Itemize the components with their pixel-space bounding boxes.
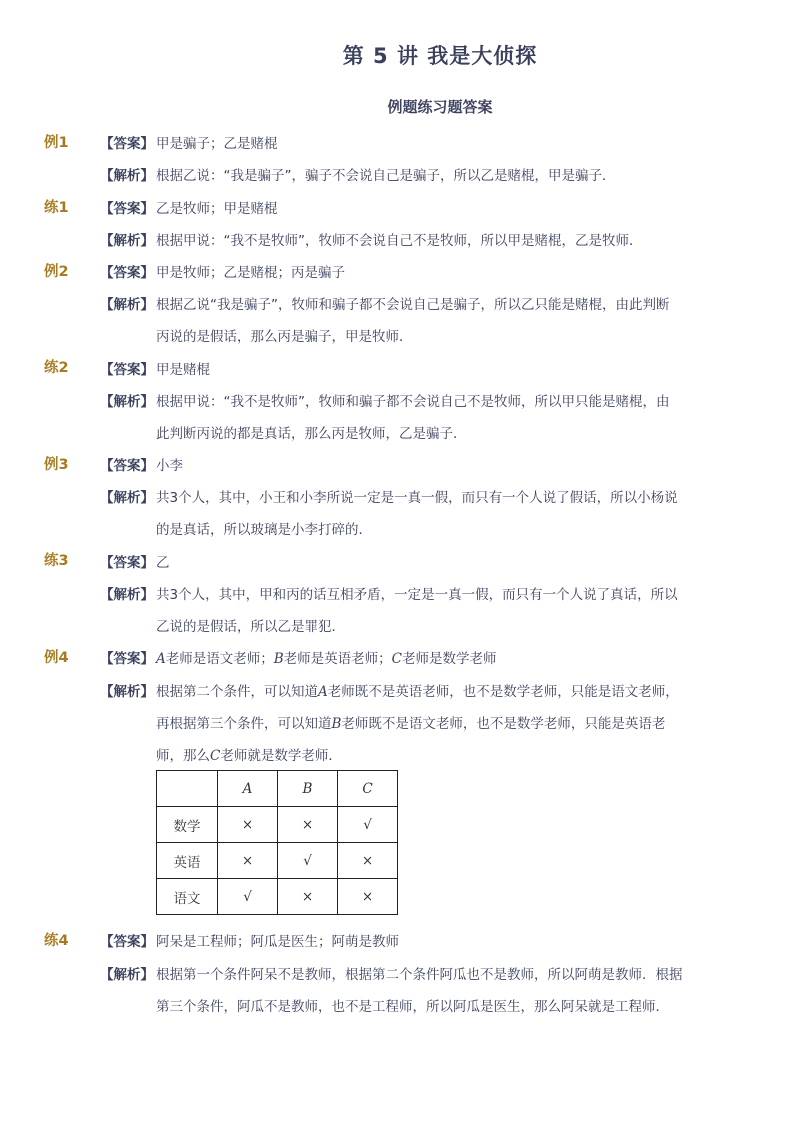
answer-text: 乙是牧师；甲是赌棍 xyxy=(156,201,278,217)
table-row xyxy=(157,879,398,915)
analysis-fragment: 老师就是数学老师． xyxy=(220,748,342,764)
analysis-label: 【解析】 xyxy=(100,684,154,700)
analysis-fragment: 老师既不是英语老师，也不是数学老师，只能是语文老师， xyxy=(327,684,679,700)
analysis-label: 【解析】 xyxy=(100,587,154,603)
table-cell: × xyxy=(338,843,398,879)
item-tag: 练3 xyxy=(44,553,69,569)
table-header-row xyxy=(157,771,398,807)
table-cell: × xyxy=(218,807,278,843)
analysis-text: 共3个人，其中，甲和丙的话互相矛盾，一定是一真一假，而只有一个人说了真话，所以 xyxy=(156,587,678,603)
analysis-label: 【解析】 xyxy=(100,168,154,184)
teacher-letter: C xyxy=(391,651,403,667)
teacher-letter: A xyxy=(318,684,328,700)
analysis-fragment: 再根据第三个条件，可以知道 xyxy=(156,716,332,732)
table-cell: × xyxy=(278,807,338,843)
answer-text: 甲是牧师；乙是赌棍；丙是骗子 xyxy=(156,265,345,281)
table-cell: √ xyxy=(278,843,338,879)
analysis-fragment: 老师既不是语文老师，也不是数学老师，只能是英语老 xyxy=(341,716,666,732)
page-title: 第 5 讲 我是大侦探 xyxy=(342,44,538,68)
item-tag: 例3 xyxy=(44,457,69,473)
analysis-label: 【解析】 xyxy=(100,967,154,983)
analysis-text xyxy=(156,744,342,764)
analysis-text: 根据甲说：“我不是牧师”，牧师不会说自己不是牧师，所以甲是赌棍，乙是牧师． xyxy=(156,233,643,249)
answer-text: 甲是赌棍 xyxy=(156,362,210,378)
item-tag: 练4 xyxy=(44,933,69,949)
table-cell: √ xyxy=(218,879,278,915)
analysis-text xyxy=(156,680,679,700)
item-tag: 例4 xyxy=(44,650,69,666)
answer-label: 【答案】 xyxy=(100,362,154,378)
analysis-label: 【解析】 xyxy=(100,490,154,506)
answer-text xyxy=(156,647,497,667)
analysis-text xyxy=(156,712,665,732)
analysis-label: 【解析】 xyxy=(100,297,154,313)
answer-label: 【答案】 xyxy=(100,458,154,474)
analysis-text: 第三个条件，阿瓜不是教师，也不是工程师，所以阿瓜是医生，那么阿呆就是工程师． xyxy=(156,999,669,1015)
answer-label: 【答案】 xyxy=(100,265,154,281)
teacher-letter: A xyxy=(156,651,166,667)
answer-label: 【答案】 xyxy=(100,136,154,152)
answer-label: 【答案】 xyxy=(100,651,154,667)
analysis-fragment: 师，那么 xyxy=(156,748,210,764)
table-row-header: 英语 xyxy=(157,843,218,879)
analysis-text: 乙说的是假话，所以乙是罪犯． xyxy=(156,619,345,635)
analysis-fragment: 根据第二个条件，可以知道 xyxy=(156,684,318,700)
answer-label: 【答案】 xyxy=(100,555,154,571)
analysis-text: 根据第一个条件阿呆不是教师，根据第二个条件阿瓜也不是教师，所以阿萌是教师．根据 xyxy=(156,967,683,983)
teacher-subject-table xyxy=(156,770,398,915)
analysis-label: 【解析】 xyxy=(100,394,154,410)
analysis-text: 共3个人，其中，小王和小李所说一定是一真一假，而只有一个人说了假话，所以小杨说 xyxy=(156,490,678,506)
item-tag: 练2 xyxy=(44,360,69,376)
analysis-text: 根据乙说“我是骗子”，牧师和骗子都不会说自己是骗子，所以乙只能是赌棍，由此判断 xyxy=(156,297,670,313)
analysis-text: 的是真话，所以玻璃是小李打碎的． xyxy=(156,522,372,538)
table-row-header: 数学 xyxy=(157,807,218,843)
analysis-text: 此判断丙说的都是真话，那么丙是牧师，乙是骗子． xyxy=(156,426,467,442)
item-tag: 例1 xyxy=(44,135,69,151)
answer-label: 【答案】 xyxy=(100,934,154,950)
answer-text: 乙 xyxy=(156,555,170,571)
analysis-text: 根据甲说：“我不是牧师”，牧师和骗子都不会说自己不是牧师，所以甲只能是赌棍，由 xyxy=(156,394,670,410)
answer-text: 小李 xyxy=(156,458,183,474)
answer-label: 【答案】 xyxy=(100,201,154,217)
table-header-cell: C xyxy=(338,771,398,807)
table-row-header: 语文 xyxy=(157,879,218,915)
table-cell: × xyxy=(278,879,338,915)
item-tag: 练1 xyxy=(44,200,69,216)
item-tag: 例2 xyxy=(44,264,69,280)
answer-fragment: 老师是语文老师； xyxy=(165,651,274,667)
analysis-label: 【解析】 xyxy=(100,233,154,249)
analysis-text: 根据乙说：“我是骗子”，骗子不会说自己是骗子，所以乙是赌棍，甲是骗子． xyxy=(156,168,616,184)
answer-fragment: 老师是数学老师 xyxy=(402,651,497,667)
table-row xyxy=(157,807,398,843)
answer-fragment: 老师是英语老师； xyxy=(283,651,392,667)
answer-text: 阿呆是工程师；阿瓜是医生；阿萌是教师 xyxy=(156,934,399,950)
table-header-cell: A xyxy=(218,771,278,807)
table-cell: × xyxy=(218,843,278,879)
answer-text: 甲是骗子；乙是赌棍 xyxy=(156,136,278,152)
table-corner-cell xyxy=(157,771,218,807)
table-header-cell: B xyxy=(278,771,338,807)
teacher-letter: B xyxy=(273,651,284,667)
teacher-letter: B xyxy=(331,716,342,732)
table-row xyxy=(157,843,398,879)
table-cell: √ xyxy=(338,807,398,843)
teacher-letter: C xyxy=(210,748,221,764)
section-subtitle: 例题练习题答案 xyxy=(387,98,493,116)
analysis-text: 丙说的是假话，那么丙是骗子，甲是牧师． xyxy=(156,329,413,345)
table-cell: × xyxy=(338,879,398,915)
